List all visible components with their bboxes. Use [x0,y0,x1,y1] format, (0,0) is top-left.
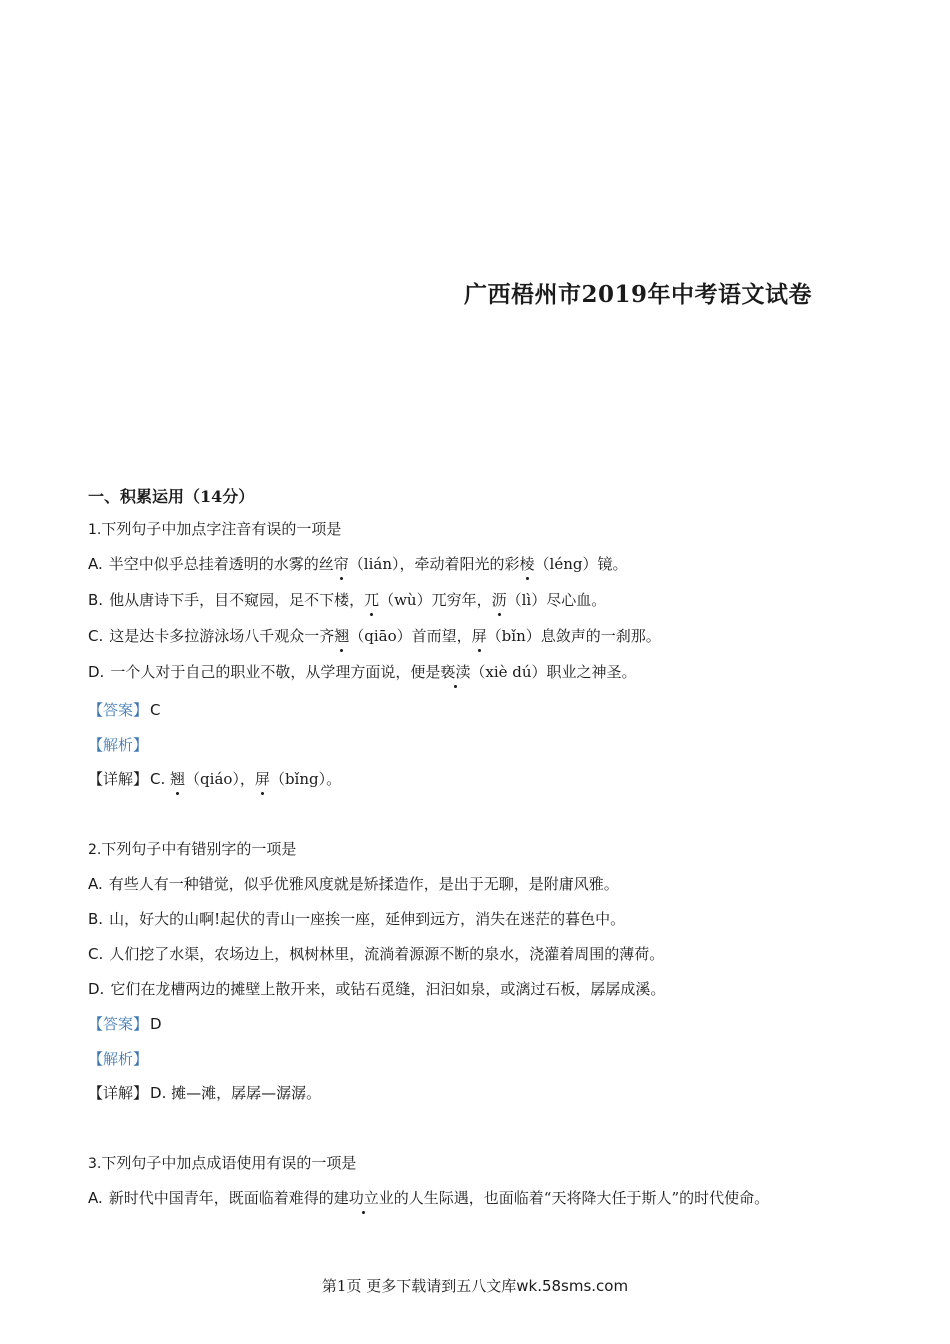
dotted-char: 帘 [333,555,349,573]
question-2-stem [88,839,296,860]
page-footer [0,1275,950,1296]
question-3-option-a [88,1188,769,1208]
label-tag: 【解析】 [88,1050,149,1068]
label-tag: 【解析】 [88,736,149,754]
dotted-char: 棱 [519,555,535,573]
text-span: 有些人有一种错觉，似乎优雅风度就是矫揉造作，是出于无聊，是附庸风雅。 [108,875,619,893]
text-span: （qiáo）， [185,770,255,788]
text-span: 下列句子中加点成语使用有误的一项是 [101,1154,357,1172]
option-letter: A. [88,555,103,573]
text-span: 2. [88,842,102,858]
text-span: （wù）兀穷年， [379,591,492,609]
label-tag: 【详解】 [88,770,149,788]
option-letter: C. [88,945,104,963]
question-1-stem [88,519,341,540]
option-letter: D. [88,663,105,681]
question-2-option-c [88,944,664,964]
text-span: 的人生际遇，也面临着“天将降大任于斯人”的时代使命。 [393,1189,770,1207]
question-2-option-b [88,909,625,929]
question-2-option-d [88,979,665,999]
question-1-option-d [88,662,637,682]
text-span: （bǐng）。 [269,770,342,788]
text-span: 下列句子中加点字注音有误的一项是 [101,520,342,538]
page-title: 广西梧州市2019年中考语文试卷 [464,281,813,308]
text-span: （lián），牵动着阳光的彩 [348,555,520,573]
question-2-detail [88,1083,321,1103]
question-1-option-c [88,626,661,646]
question-1-answer [88,700,161,720]
text-span: 1. [88,522,102,538]
text-span: C. [150,770,171,788]
option-letter: B. [88,591,104,609]
text-span: （qiāo）首而望， [349,627,472,645]
text-span: （xiè dú）职业之神圣。 [470,663,637,681]
text-span: 3. [88,1156,102,1172]
label-tag: 【答案】 [88,1015,149,1033]
text-span: 这是达卡多拉游泳场八千观众一齐 [109,627,335,645]
label-tag: 【详解】 [88,1084,149,1102]
text-span: 一个人对于自己的职业不敬，从学理方面说，便是 [110,663,441,681]
question-1-option-b [88,590,606,610]
text-span: 下列句子中有错别字的一项是 [101,840,297,858]
footer-link[interactable]: wk.58sms.com [516,1277,629,1295]
text-span: （bǐn）息敛声的一刹那。 [486,627,661,645]
text-span: C [150,701,161,719]
label-tag: 【答案】 [88,701,149,719]
dotted-char: 沥 [491,591,507,609]
question-2-answer [88,1014,162,1034]
option-letter: C. [88,627,104,645]
dotted-char: 兀 [364,591,380,609]
text-span: 半空中似乎总挂着透明的水雾的丝 [108,555,334,573]
text-span: （lì）尽心血。 [506,591,607,609]
dotted-char: 翘 [170,770,186,788]
option-letter: A. [88,875,103,893]
question-3-stem [88,1153,356,1174]
dotted-char: 屏 [254,770,270,788]
dotted-char: 屏 [471,627,487,645]
option-letter: A. [88,1189,103,1207]
page-number: 1 [336,1277,347,1295]
dotted-char: 翘 [334,627,350,645]
text-span: 山，好大的山啊!起伏的青山一座挨一座，延伸到远方，消失在迷茫的暮色中。 [109,910,626,928]
option-letter: D. [88,980,105,998]
question-1-analysis-label [88,735,148,755]
text-span: 人们挖了水渠，农场边上，枫树林里，流淌着源源不断的泉水，浇灌着周围的薄荷。 [109,945,665,963]
option-letter: B. [88,910,104,928]
question-2-analysis-label [88,1049,148,1069]
text-span: D [150,1015,162,1033]
text-span: D. 摊—滩，孱孱—潺潺。 [150,1084,322,1102]
question-2-option-a [88,874,619,894]
dotted-char: 亵渎 [440,663,471,681]
text-span: 新时代中国青年，既面临着难得的 [108,1189,334,1207]
text-span: 他从唐诗下手，目不窥园，足不下楼， [109,591,365,609]
dotted-idiom: 建功立业 [333,1189,394,1207]
section-heading: 一、积累运用（14分） [88,487,255,506]
text-span: （léng）镜。 [534,555,628,573]
text-span: 第 [321,1277,337,1295]
text-span: 页 更多下载请到五八文库 [346,1277,517,1295]
text-span: 它们在龙槽两边的摊壁上散开来，或钻石觅缝，汩汩如泉，或漓过石板，孱孱成溪。 [110,980,666,998]
question-1-detail [88,769,341,789]
question-1-option-a [88,554,627,574]
